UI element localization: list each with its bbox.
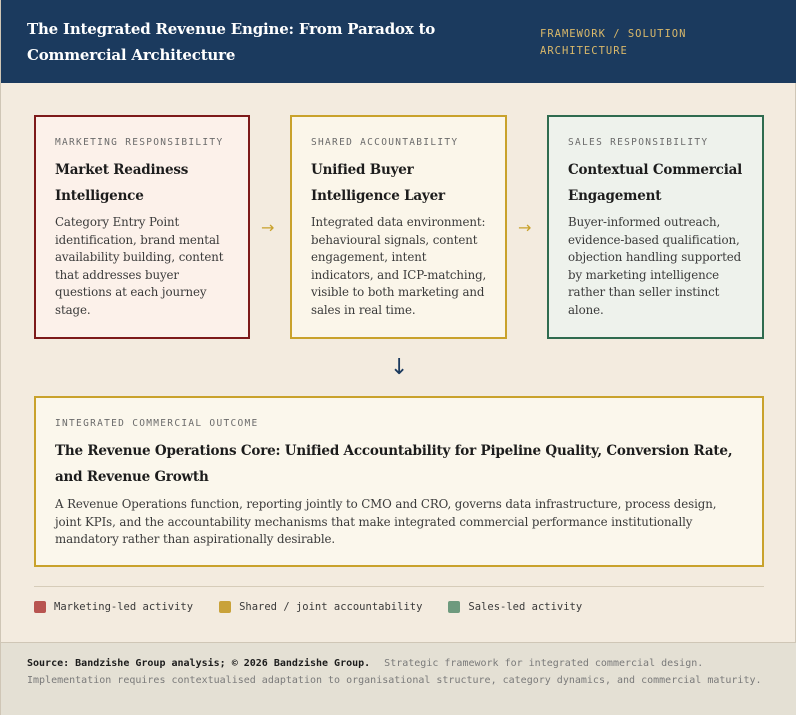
shared-title: Unified Buyer Intelligence Layer (311, 162, 445, 204)
framework-tag: FRAMEWORK / SOLUTION ARCHITECTURE (540, 28, 687, 57)
marketing-kicker: MARKETING RESPONSIBILITY (55, 137, 224, 148)
outcome-body: A Revenue Operations function, reporting jointly to CMO and CRO, governs data infrastructure, process design, joint KPIs, and the accountability mechanisms that make integrated commercial performance institutionally mandatory rather than aspirationally desirable. (55, 497, 717, 546)
outcome-box (34, 396, 764, 567)
sales-box (547, 115, 764, 339)
arrow-right-icon: → (518, 218, 532, 237)
legend-item-shared (219, 601, 422, 613)
footer-note: Strategic framework for integrated commercial design. Implementation requires contextualised adaptation to organisational structure, category dynamics, and commercial maturity. (27, 658, 762, 686)
legend-item-marketing (34, 601, 193, 613)
shared-body: Integrated data environment: behavioural signals, content engagement, intent indicators, and ICP-matching, visible to both marketing and sales in real time. (311, 215, 487, 317)
marketing-swatch (34, 601, 46, 613)
footer (1, 642, 796, 715)
sales-swatch (448, 601, 460, 613)
header-banner (1, 0, 796, 83)
arrow-down-icon: ↓ (390, 355, 409, 380)
shared-box (290, 115, 507, 339)
marketing-title: Market Readiness Intelligence (55, 162, 189, 204)
marketing-box (34, 115, 250, 339)
shared-swatch (219, 601, 231, 613)
arrow-right-icon: → (261, 218, 275, 237)
page-title: The Integrated Revenue Engine: From Paradox to Commercial Architecture (27, 20, 436, 64)
legend-label: Marketing-led activity (54, 601, 194, 613)
sales-title: Contextual Commercial Engagement (568, 162, 743, 204)
legend-divider (34, 586, 764, 587)
legend-label: Shared / joint accountability (239, 601, 423, 613)
legend-label: Sales-led activity (468, 601, 583, 613)
marketing-body: Category Entry Point identification, brand mental availability building, content that addresses buyer questions at each journey stage. (55, 215, 224, 317)
legend (34, 601, 608, 613)
sales-kicker: SALES RESPONSIBILITY (568, 137, 709, 148)
sales-body: Buyer-informed outreach, evidence-based qualification, objection handling supported by marketing intelligence rather than seller instinct alone. (568, 215, 742, 317)
footer-source: Source: Bandzishe Group analysis; © 2026 Bandzishe Group. (27, 658, 371, 669)
legend-item-sales (448, 601, 582, 613)
outcome-title: The Revenue Operations Core: Unified Accountability for Pipeline Quality, Conversion Rate, and Revenue Growth (55, 443, 733, 485)
outcome-kicker: INTEGRATED COMMERCIAL OUTCOME (55, 418, 259, 429)
shared-kicker: SHARED ACCOUNTABILITY (311, 137, 459, 148)
